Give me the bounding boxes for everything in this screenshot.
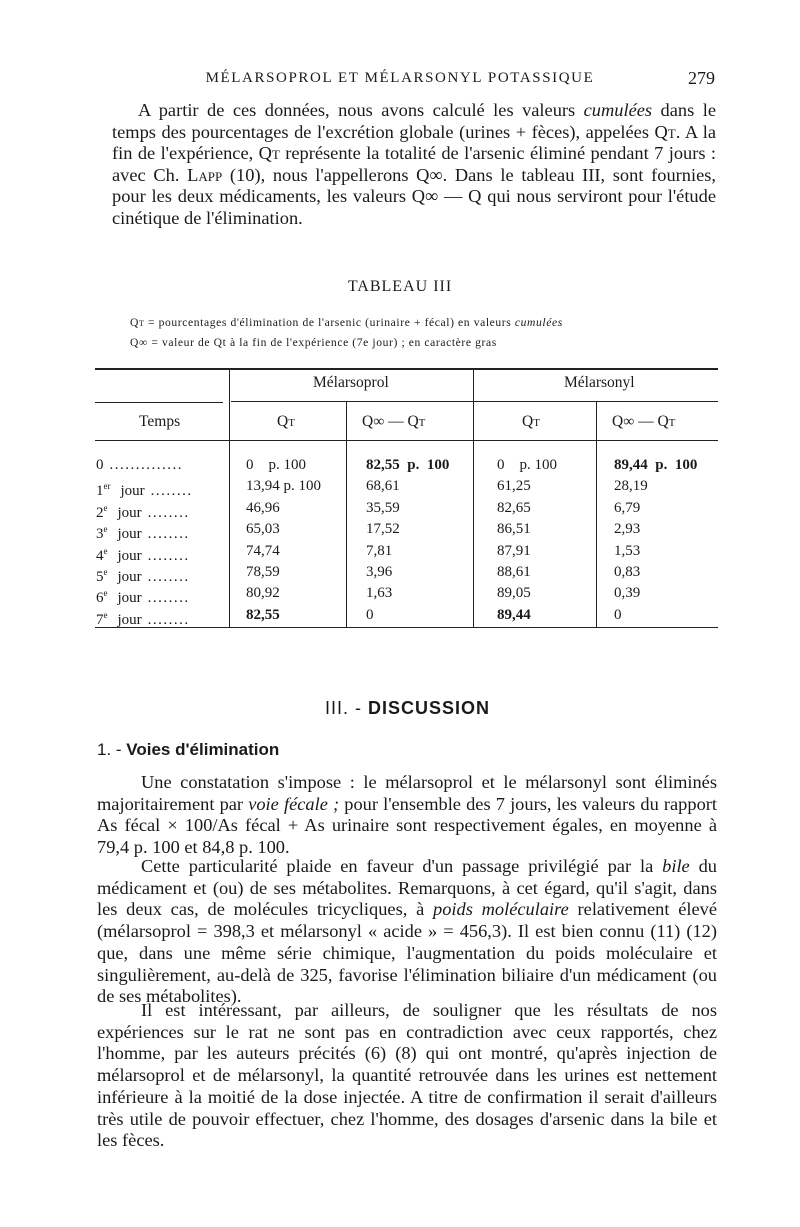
temps-number: 0: [96, 457, 104, 473]
temps-suffix: e: [103, 609, 108, 620]
p1-voie-fecale: voie fécale ;: [248, 793, 340, 814]
temps-suffix: e: [103, 545, 108, 556]
leader-dots: ........: [147, 526, 190, 543]
leader-dots: ........: [147, 504, 190, 521]
section-title: DISCUSSION: [368, 698, 491, 718]
temps-label: jour: [117, 590, 142, 607]
intro-text-1: A partir de ces données, nous avons calculé les valeurs: [138, 100, 584, 120]
cell-melarsoprol-qt: 78,59: [246, 564, 280, 580]
cell-melarsonyl-qt: 89,44: [497, 606, 531, 623]
intro-text-4: représente la totalité de l'arsenic éliminé pendant 7 jours : avec Ch.: [112, 143, 717, 185]
temps-label: jour: [117, 611, 142, 628]
cell-melarsonyl-qt: 0 p. 100: [497, 457, 557, 473]
p2-poids-moleculaire: poids moléculaire: [433, 899, 569, 920]
col-header-temps: Temps: [139, 413, 181, 430]
cell-melarsonyl-qinf-minus-qt: 6,79: [614, 499, 641, 516]
leader-dots: ........: [147, 569, 190, 585]
cell-melarsonyl-qt: 86,51: [497, 521, 531, 538]
cell-melarsonyl-qt: 89,05: [497, 585, 531, 602]
temps-label: jour: [117, 547, 142, 564]
subsection-heading: [97, 740, 279, 760]
temps-suffix: e: [103, 502, 108, 513]
col-divider-1: [229, 368, 230, 627]
intro-lapp: Lapp: [187, 164, 223, 185]
cell-temps: [96, 584, 190, 607]
col-divider-4: [596, 402, 597, 627]
cell-temps: [96, 563, 190, 586]
temps-label: jour: [120, 483, 145, 500]
col-header-qinf-melarsoprol: Q∞ — Qt: [362, 413, 426, 430]
group-header-melarsoprol: Mélarsoprol: [313, 374, 389, 391]
leader-dots: ........: [147, 590, 190, 607]
cell-temps: [96, 606, 190, 629]
col-header-qt-melarsonyl: Qt: [522, 413, 540, 430]
cell-melarsonyl-qinf-minus-qt: 2,93: [614, 521, 641, 538]
legend-qt: Qt: [130, 316, 145, 329]
cell-melarsoprol-qt: 13,94 p. 100: [246, 478, 321, 495]
cell-melarsoprol-qinf-minus-qt: 82,55 p. 100: [366, 457, 450, 473]
cell-melarsoprol-qt: 74,74: [246, 542, 280, 559]
page-number: 279: [688, 68, 715, 88]
temps-suffix: er: [103, 481, 111, 492]
cell-melarsonyl-qinf-minus-qt: 0,39: [614, 585, 641, 602]
col-header-qinf-melarsonyl: Q∞ — Qt: [612, 413, 676, 430]
table-legend-2: Q∞ = valeur de Qt à la fin de l'expérience (7e jour) ; en caractère gras: [130, 336, 497, 349]
intro-text-5: (10), nous l'appellerons Q∞. Dans le tableau III, sont fournies, pour les deux médicaments, les valeurs Q∞ — Q qui nous serviront pour l'étude cinétique de l'élimination.: [112, 164, 716, 228]
cell-melarsoprol-qinf-minus-qt: 3,96: [366, 564, 393, 580]
paragraph-3: [97, 1000, 717, 1152]
leader-dots: ........: [147, 611, 190, 628]
cell-temps: [96, 520, 190, 543]
cell-temps: [96, 477, 193, 500]
temps-suffix: e: [103, 524, 108, 535]
intro-paragraph: [112, 100, 716, 230]
leader-dots: ..............: [109, 457, 183, 473]
temps-label: jour: [117, 526, 142, 543]
intro-qt-1: Qt: [654, 121, 676, 142]
running-header: MÉLARSOPROL ET MÉLARSONYL POTASSIQUE: [205, 70, 595, 86]
group-header-melarsonyl: Mélarsonyl: [564, 374, 635, 391]
section-number: III. -: [325, 698, 368, 718]
cell-melarsonyl-qt: 82,65: [497, 499, 531, 516]
intro-text-2: dans le temps des pourcentages de l'excrétion globale (urines + fèces), appelées: [112, 100, 716, 142]
temps-number: 2: [96, 504, 104, 521]
cell-melarsoprol-qinf-minus-qt: 7,81: [366, 542, 393, 559]
cell-melarsonyl-qinf-minus-qt: 28,19: [614, 478, 648, 495]
paragraph-1: [97, 772, 717, 859]
intro-text-3: . A la fin de l'expérience,: [112, 121, 716, 164]
intro-qt-2: Qt: [258, 143, 280, 164]
cell-melarsoprol-qinf-minus-qt: 1,63: [366, 585, 393, 602]
table-head-rule-mid: [231, 401, 718, 402]
temps-number: 6: [96, 590, 104, 607]
temps-number: 3: [96, 526, 104, 543]
table-title: TABLEAU III: [347, 278, 453, 295]
p1-text-a: Une constatation s'impose : le mélarsoprol et le mélarsonyl sont éliminés majoritairement par: [97, 772, 717, 814]
temps-number: 4: [96, 547, 104, 564]
table-top-rule: [95, 368, 718, 370]
legend-1-text: = pourcentages d'élimination de l'arsenic (urinaire + fécal) en valeurs: [144, 316, 515, 329]
cell-melarsoprol-qt: 82,55: [246, 606, 280, 623]
cell-melarsonyl-qinf-minus-qt: 1,53: [614, 542, 641, 559]
col-divider-2: [346, 402, 347, 627]
subsection-title: Voies d'élimination: [126, 740, 280, 759]
legend-1-italic: cumulées: [514, 316, 563, 329]
cell-melarsonyl-qt: 61,25: [497, 478, 531, 495]
cell-melarsoprol-qt: 80,92: [246, 585, 280, 602]
cell-melarsonyl-qinf-minus-qt: 0,83: [614, 564, 641, 580]
cell-melarsoprol-qinf-minus-qt: 17,52: [366, 521, 400, 538]
cell-melarsoprol-qinf-minus-qt: 35,59: [366, 499, 400, 516]
p2-bile: bile: [662, 856, 690, 876]
section-heading: [325, 698, 490, 719]
intro-cumulees: cumulées: [583, 100, 653, 120]
table-header-bottom-rule: [95, 440, 718, 441]
paragraph-2: [97, 856, 717, 1008]
p2-text-b: du médicament et (ou) de ses métabolites. Remarquons, à cet égard, qu'il s'agit, dans les deux cas, de molécules tricycliques, à: [97, 856, 717, 920]
temps-suffix: e: [103, 588, 108, 599]
p3-text: Il est intéressant, par ailleurs, de souligner que les résultats de nos expériences sur le rat ne sont pas en contradiction avec ceux rapportés, chez l'homme, par les auteurs précités (6) (8) qui ont montré, qu'après injection de mélarsoprol et de mélarsonyl, la quantité retrouvée dans les urines est nettement inférieure à la moitié de la dose injectée. A titre de confirmation il serait d'ailleurs très utile de pouvoir effectuer, chez l'homme, des dosages d'arsenic dans la bile et les fèces.: [97, 1000, 717, 1151]
cell-melarsoprol-qt: 0 p. 100: [246, 457, 306, 473]
cell-melarsoprol-qt: 46,96: [246, 499, 280, 516]
col-divider-3: [473, 368, 474, 627]
cell-temps: [96, 499, 190, 522]
leader-dots: ........: [147, 547, 190, 564]
p1-text-b: pour l'ensemble des 7 jours, les valeurs du rapport As fécal × 100/As fécal + As urinaire sont respectivement égales, en moyenne à 79,4 p. 100 et 84,8 p. 100.: [97, 793, 718, 858]
cell-melarsoprol-qinf-minus-qt: 0: [366, 606, 374, 623]
temps-number: 1: [96, 483, 104, 500]
cell-melarsonyl-qt: 87,91: [497, 542, 531, 559]
cell-melarsonyl-qinf-minus-qt: 0: [614, 606, 622, 623]
cell-melarsonyl-qinf-minus-qt: 89,44 p. 100: [614, 457, 698, 473]
leader-dots: ........: [150, 483, 193, 500]
temps-label: jour: [117, 569, 142, 585]
cell-melarsonyl-qt: 88,61: [497, 564, 531, 580]
subsection-number: 1. -: [97, 740, 127, 759]
p2-text-a: Cette particularité plaide en faveur d'un passage privilégié par la: [141, 856, 663, 876]
col-header-qt-melarsoprol: Qt: [277, 413, 295, 430]
cell-temps: [96, 542, 190, 565]
temps-number: 7: [96, 611, 104, 628]
cell-temps: [96, 456, 183, 474]
cell-melarsoprol-qt: 65,03: [246, 521, 280, 538]
temps-label: jour: [117, 504, 142, 521]
table-head-rule-left: [95, 402, 223, 403]
temps-number: 5: [96, 569, 104, 585]
p2-text-c: relativement élevé (mélarsoprol = 398,3 et mélarsonyl « acide » = 456,3). Il est bien connu (11) (12) que, dans une même série chimique, l'augmentation du poids moléculaire et singulièrement, au-delà de 325, favorise l'élimination biliaire d'un médicament (ou de ses métabolites).: [97, 899, 717, 1007]
table-legend-1: [130, 316, 690, 329]
temps-suffix: e: [103, 567, 108, 577]
cell-melarsoprol-qinf-minus-qt: 68,61: [366, 478, 400, 495]
